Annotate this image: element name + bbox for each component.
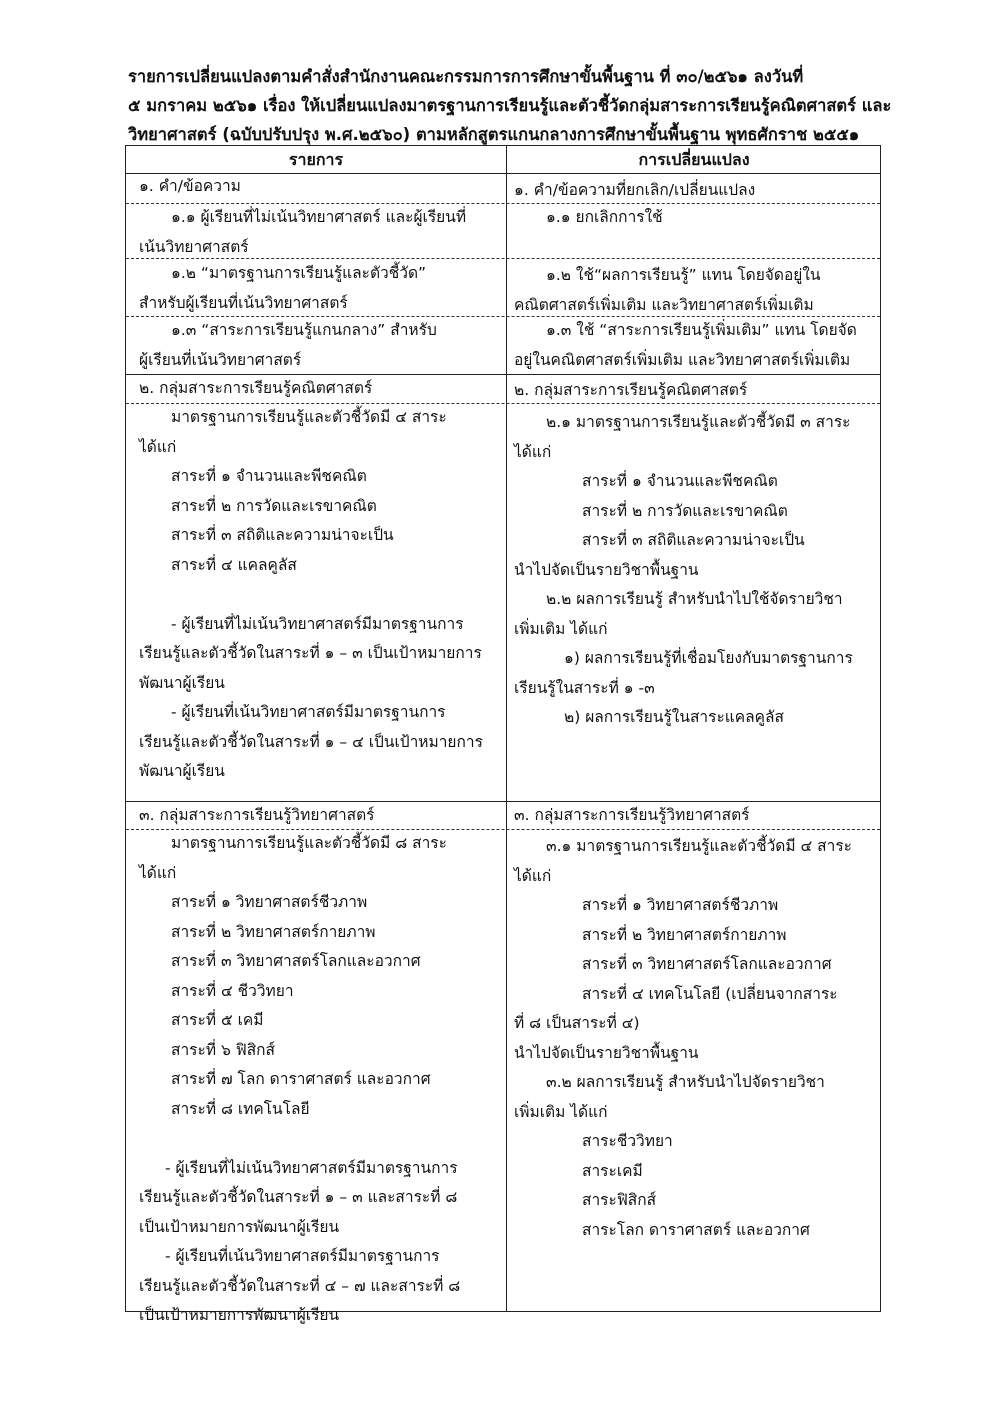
text-line: ๓.๒ ผลการเรียนรู้ สำหรับนำไปจัดรายวิชา (546, 1073, 825, 1091)
s1-r12-left (139, 259, 501, 318)
text-line: ที่ ๘ เป็นสาระที่ ๔) (514, 1014, 640, 1032)
text-line: เรียนรู้และตัวชี้วัดในสาระที่ ๑ – ๔ เป็นเป้าหมายการ (139, 732, 483, 751)
text-line: - ผู้เรียนที่เน้นวิทยาศาสตร์มีมาตรฐานการ (171, 703, 446, 721)
text-line: ๑.๓ “สาระการเรียนรู้แกนกลาง” สำหรับ (171, 321, 437, 339)
text-line: สาระที่ ๒ วิทยาศาสตร์กายภาพ (582, 925, 787, 944)
change-table (125, 145, 881, 1324)
text-line: สาระโลก ดาราศาสตร์ และอวกาศ (582, 1220, 810, 1239)
s1-r11-left (139, 203, 501, 262)
text-line: สำหรับผู้เรียนที่เน้นวิทยาศาสตร์ (139, 293, 348, 312)
heading-line-1: รายการเปลี่ยนแปลงตามคำสั่งสำนักงานคณะกรรมการการศึกษาขั้นพื้นฐาน ที่ ๓๐/๒๕๖๑ ลงวันที่ (128, 67, 804, 86)
text-line: สาระที่ ๑ วิทยาศาสตร์ชีวภาพ (171, 893, 368, 911)
text-line: สาระที่ ๖ ฟิสิกส์ (171, 1040, 276, 1059)
text-line: สาระชีววิทยา (582, 1132, 673, 1150)
text-line: - ผู้เรียนที่ไม่เน้นวิทยาศาสตร์มีมาตรฐานการ (165, 1158, 458, 1177)
blank-line (139, 1124, 501, 1154)
s2-right-title: ๒. กลุ่มสาระการเรียนรู้คณิตศาสตร์ (514, 381, 748, 399)
text-line: สาระที่ ๑ วิทยาศาสตร์ชีวภาพ (582, 896, 779, 914)
text-line: ๓.๑ มาตรฐานการเรียนรู้และตัวชี้วัดมี ๔ สาระ (546, 837, 852, 855)
s1-r11-right (514, 203, 876, 233)
text-line: นำไปจัดเป็นรายวิชาพื้นฐาน (514, 560, 699, 579)
text-line: สาระที่ ๔ ชีววิทยา (171, 981, 294, 1000)
text-line: เป็นเป้าหมายการพัฒนาผู้เรียน (139, 1306, 340, 1324)
s3-right-body (514, 832, 876, 1245)
text-line: เรียนรู้และตัวชี้วัดในสาระที่ ๑ – ๓ และสาระที่ ๘ (139, 1188, 458, 1206)
blank-line (139, 580, 501, 610)
text-line: คณิตศาสตร์เพิ่มเติม และวิทยาศาสตร์เพิ่มเติม (514, 295, 814, 314)
s1-r12-right (514, 261, 876, 320)
text-line: ๒.๒ ผลการเรียนรู้ สำหรับนำไปใช้จัดรายวิชา (546, 590, 843, 608)
text-line: สาระที่ ๓ วิทยาศาสตร์โลกและอวกาศ (582, 955, 832, 973)
text-line: พัฒนาผู้เรียน (139, 762, 225, 780)
text-line: สาระที่ ๕ เคมี (171, 1011, 264, 1029)
text-line: ๑.๑ ยกเลิกการใช้ (546, 208, 663, 226)
text-line: - ผู้เรียนที่เน้นวิทยาศาสตร์มีมาตรฐานการ (165, 1247, 440, 1265)
text-line: พัฒนาผู้เรียน (139, 673, 225, 692)
text-line: สาระที่ ๓ สถิติและความน่าจะเป็น (171, 526, 394, 544)
text-line: เป็นเป้าหมายการพัฒนาผู้เรียน (139, 1217, 340, 1236)
column-divider (506, 146, 507, 1311)
text-line: ๑.๑ ผู้เรียนที่ไม่เน้นวิทยาศาสตร์ และผู้เรียนที่ (171, 208, 467, 226)
text-line: นำไปจัดเป็นรายวิชาพื้นฐาน (514, 1043, 699, 1062)
heading-line-3: วิทยาศาสตร์ (ฉบับปรับปรุง พ.ศ.๒๕๖๐) ตามหลักสูตรแกนกลางการศึกษาขั้นพื้นฐาน พุทธศักราช ๒๕๕๑ (128, 125, 860, 144)
text-line: ได้แก่ (139, 437, 177, 456)
text-line: ผู้เรียนที่เน้นวิทยาศาสตร์ (139, 350, 302, 369)
s3-right-title: ๓. กลุ่มสาระการเรียนรู้วิทยาศาสตร์ (514, 806, 750, 824)
text-line: ๑.๒ ใช้“ผลการเรียนรู้” แทน โดยจัดอยู่ใน (546, 266, 821, 284)
s1-right-title: ๑. คำ/ข้อความที่ยกเลิก/เปลี่ยนแปลง (514, 181, 756, 199)
text-line: - ผู้เรียนที่ไม่เน้นวิทยาศาสตร์มีมาตรฐานการ (171, 614, 464, 633)
text-line: อยู่ในคณิตศาสตร์เพิ่มเติม และวิทยาศาสตร์เพิ่มเติม (514, 350, 851, 369)
text-line: เรียนรู้และตัวชี้วัดในสาระที่ ๑ – ๓ เป็นเป้าหมายการ (139, 644, 482, 662)
document-heading (128, 62, 892, 149)
text-line: ๒) ผลการเรียนรู้ในสาระแคลคูลัส (564, 708, 784, 726)
text-line: สาระที่ ๔ เทคโนโลยี (เปลี่ยนจากสาระ (582, 984, 838, 1003)
text-line: ได้แก่ (514, 866, 552, 885)
s1-r13-left (139, 316, 501, 375)
column-header-changes: การเปลี่ยนแปลง (638, 150, 750, 169)
text-line: เรียนรู้และตัวชี้วัดในสาระที่ ๔ – ๗ และสาระที่ ๘ (139, 1276, 461, 1295)
text-line: ๑) ผลการเรียนรู้ที่เชื่อมโยงกับมาตรฐานการ (564, 649, 853, 667)
text-line: สาระที่ ๓ สถิติและความน่าจะเป็น (582, 531, 805, 549)
column-header-items: รายการ (288, 150, 344, 169)
s3-left-title: ๓. กลุ่มสาระการเรียนรู้วิทยาศาสตร์ (139, 806, 375, 824)
text-line: ๒.๑ มาตรฐานการเรียนรู้และตัวชี้วัดมี ๓ สาระ (546, 413, 851, 431)
s1-r13-right (514, 316, 876, 375)
text-line: ได้แก่ (139, 863, 177, 882)
text-line: สาระที่ ๔ แคลคูลัส (171, 555, 297, 574)
s3-left-body (139, 829, 501, 1331)
text-line: ๑.๒ “มาตรฐานการเรียนรู้และตัวชี้วัด” (171, 264, 427, 282)
text-line: สาระที่ ๑ จำนวนและพีชคณิต (171, 467, 367, 485)
text-line: สาระที่ ๓ วิทยาศาสตร์โลกและอวกาศ (171, 952, 421, 970)
text-line: สาระที่ ๒ การวัดและเรขาคณิต (582, 501, 788, 520)
s2-right-body (514, 408, 876, 733)
text-line: ได้แก่ (514, 442, 552, 461)
s2-left-body (139, 403, 501, 787)
text-line: สาระที่ ๗ โลก ดาราศาสตร์ และอวกาศ (171, 1070, 431, 1088)
text-line: ๑.๓ ใช้ “สาระการเรียนรู้เพิ่มเติม” แทน โดยจัด (546, 321, 857, 339)
text-line: มาตรฐานการเรียนรู้และตัวชี้วัดมี ๘ สาระ (171, 834, 447, 852)
heading-line-2: ๕ มกราคม ๒๕๖๑ เรื่อง ให้เปลี่ยนแปลงมาตรฐานการเรียนรู้และตัวชี้วัดกลุ่มสาระการเรียนรู้คณิตศาสตร์ และ (128, 96, 892, 115)
text-line: เพิ่มเติม ได้แก่ (514, 1102, 608, 1121)
text-line: สาระเคมี (582, 1161, 643, 1180)
text-line: สาระที่ ๘ เทคโนโลยี (171, 1099, 310, 1118)
text-line: สาระที่ ๒ การวัดและเรขาคณิต (171, 496, 377, 515)
text-line: มาตรฐานการเรียนรู้และตัวชี้วัดมี ๔ สาระ (171, 408, 447, 426)
s2-left-title: ๒. กลุ่มสาระการเรียนรู้คณิตศาสตร์ (139, 379, 373, 397)
text-line: สาระที่ ๒ วิทยาศาสตร์กายภาพ (171, 922, 376, 941)
s1-left-title: ๑. คำ/ข้อความ (139, 177, 241, 195)
text-line: เพิ่มเติม ได้แก่ (514, 619, 608, 638)
text-line: เรียนรู้ในสาระที่ ๑ -๓ (514, 678, 655, 697)
text-line: เน้นวิทยาศาสตร์ (139, 237, 249, 256)
text-line: สาระที่ ๑ จำนวนและพีชคณิต (582, 472, 778, 490)
text-line: สาระฟิสิกส์ (582, 1191, 657, 1209)
